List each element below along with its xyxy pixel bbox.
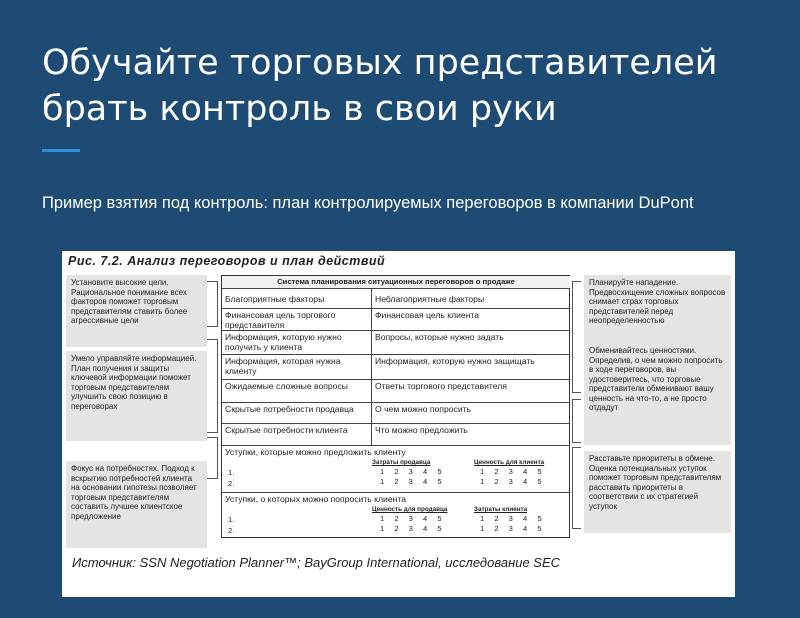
left-note-information: Умело управляйте информацией. План получения и защиты ключевой информации поможет торговым представителям улучшить свою позицию в переговорах (66, 351, 207, 441)
concessions-offer-col-a: Затраты продавца (372, 459, 431, 466)
title-accent-line (42, 149, 80, 152)
slide-subtitle: Пример взятия под контроль: план контролируемых переговоров в компании DuPont (42, 194, 694, 212)
rating-scale: 1 2 3 4 5 (380, 524, 446, 533)
right-note-values: Обменивайтесь ценностями. Определив, о чем можно попросить в ходе переговоров, вы удостоверитесь, что торговые представители обменивают вашу ценность на что-то, а не просто отдадут (584, 343, 731, 445)
table-cell: Финансовая цель клиента (372, 309, 570, 331)
concession-item-number: 1. (228, 468, 235, 477)
rating-scale: 1 2 3 4 5 (380, 467, 446, 476)
rating-scale: 1 2 3 4 5 (480, 524, 546, 533)
concession-item-number: 1. (228, 515, 235, 524)
table-cell: Ожидаемые сложные вопросы (222, 380, 372, 403)
table-cell: Финансовая цель торгового представителя (222, 309, 372, 331)
left-note-goals: Установите высокие цели. Рациональное понимание всех факторов поможет торговым представителям ставить более агрессивные цели (66, 275, 207, 347)
concession-item-number: 2. (228, 526, 235, 535)
concessions-offer-block (222, 446, 570, 493)
rating-scale: 1 2 3 4 5 (480, 477, 546, 486)
rating-scale: 1 2 3 4 5 (480, 467, 546, 476)
right-note-priorities: Расставьте приоритеты в обмене. Оценка потенциальных уступок поможет торговым представителям расставить приоритеты в соответствии с их стратегией уступок (584, 451, 731, 533)
table-cell: Скрытые потребности продавца (222, 403, 372, 424)
table-cell: Информация, которая нужна клиенту (222, 355, 372, 380)
left-note-needs: Фокус на потребностях. Подход к вскрытию потребностей клиента на основании гипотезы позволяет торговым представителям составить лучшее клиентское предложение (66, 461, 207, 548)
table-cell: Информация, которую нужно получить у клиента (222, 331, 372, 355)
concessions-offer-title: Уступки, которые можно предложить клиенту (225, 447, 406, 457)
left-bracket-3 (207, 437, 218, 479)
right-bracket-2 (572, 399, 581, 443)
rating-scale: 1 2 3 4 5 (380, 514, 446, 523)
table-cell: Ответы торгового представителя (372, 380, 570, 403)
right-note-attack: Планируйте нападение. Предвосхищение сложных вопросов снимает страх торговых представителей перед неопределенностью (584, 275, 731, 343)
table-cell: Информация, которую нужно защищать (372, 355, 570, 380)
right-bracket-3 (572, 447, 581, 529)
concession-item-number: 2. (228, 479, 235, 488)
right-bracket-1 (572, 281, 581, 393)
concessions-ask-block (222, 493, 570, 537)
figure-caption: Рис. 7.2. Анализ переговоров и план действий (68, 254, 386, 268)
table-header: Система планирования ситуационных переговоров о продаже (222, 276, 570, 289)
planner-table (221, 275, 570, 538)
concessions-ask-col-b: Затраты клиента (474, 506, 528, 513)
table-cell: О чем можно попросить (372, 403, 570, 424)
rating-scale: 1 2 3 4 5 (380, 477, 446, 486)
table-cell: Вопросы, которые нужно задать (372, 331, 570, 355)
table-cell: Что можно предложить (372, 424, 570, 446)
table-cell: Неблагоприятные факторы (372, 289, 570, 309)
left-bracket-2 (207, 339, 218, 433)
rating-scale: 1 2 3 4 5 (480, 514, 546, 523)
left-bracket-1 (207, 281, 218, 327)
table-cell: Благоприятные факторы (222, 289, 372, 309)
concessions-ask-col-a: Ценность для продавца (372, 506, 448, 513)
figure-source: Источник: SSN Negotiation Planner™; BayGroup International, исследование SEC (72, 555, 561, 570)
table-cell: Скрытые потребности клиента (222, 424, 372, 446)
concessions-offer-col-b: Ценность для клиента (474, 459, 545, 466)
slide-title: Обучайте торговых представителей брать контроль в свои руки (42, 43, 718, 129)
concessions-ask-title: Уступки, о которых можно попросить клиента (225, 494, 406, 504)
negotiation-planner-figure (62, 251, 735, 597)
